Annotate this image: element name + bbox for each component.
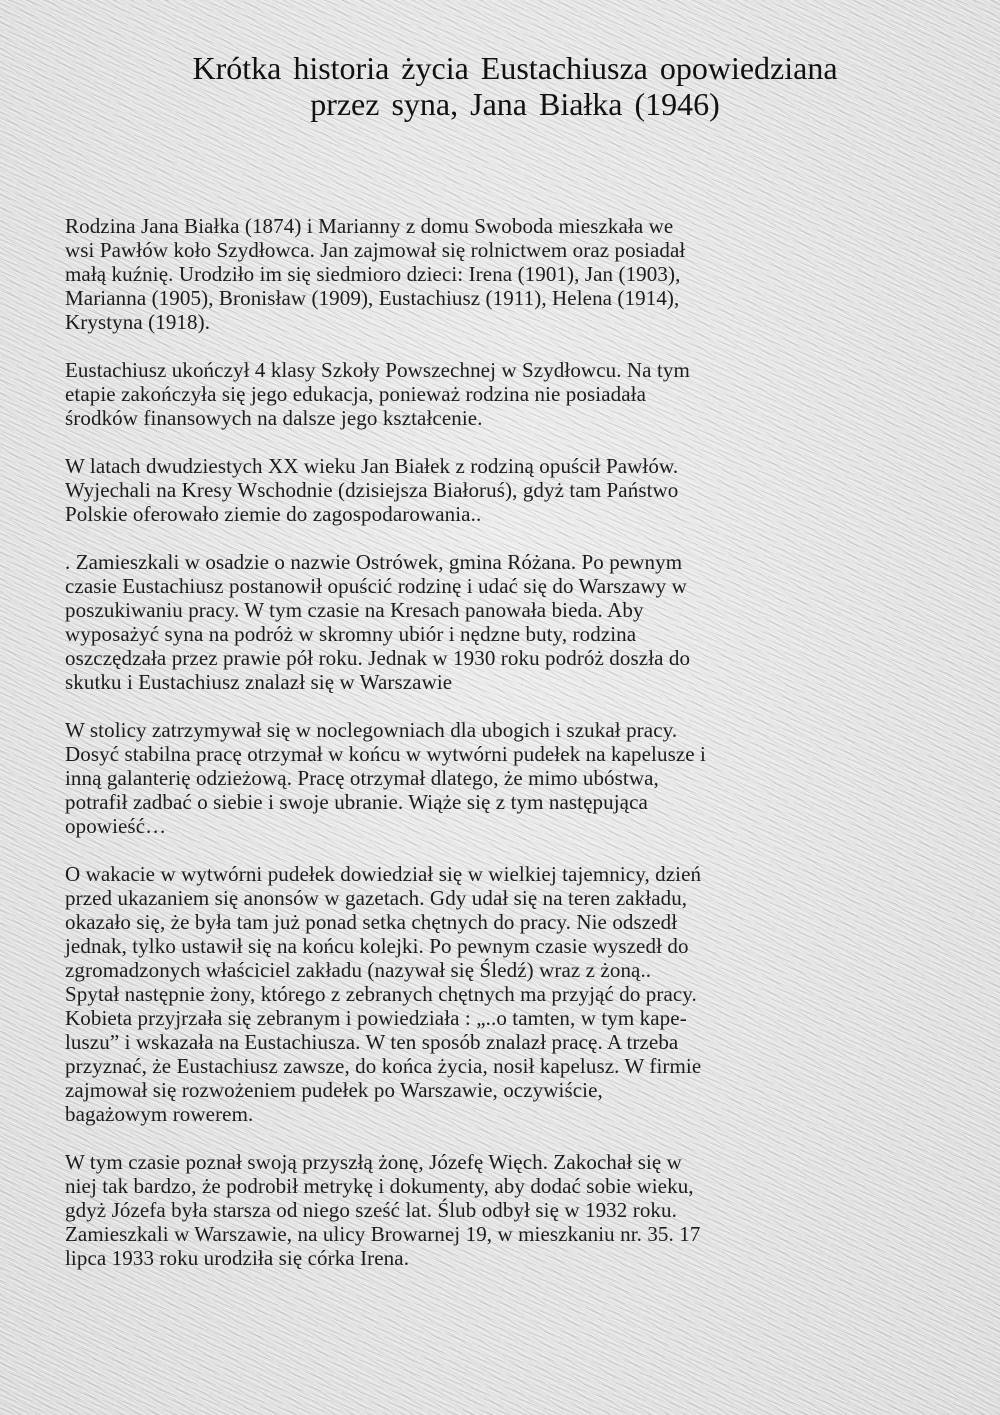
paragraph-line: zajmował się rozwożeniem pudełek po Warszawie, oczywiście, [65, 1078, 603, 1102]
paragraph-line: Dosyć stabilna pracę otrzymał w końcu w wytwórni pudełek na kapelusze i [65, 742, 706, 766]
paragraph-line: skutku i Eustachiusz znalazł się w Warszawie [65, 670, 453, 694]
paragraph-line: poszukiwaniu pracy. W tym czasie na Kresach panowała bieda. Aby [65, 598, 644, 622]
paragraph-line: Marianna (1905), Bronisław (1909), Eustachiusz (1911), Helena (1914), [65, 286, 680, 310]
paragraph-line: Spytał następnie żony, którego z zebranych chętnych ma przyjąć do pracy. [65, 982, 697, 1006]
paragraph-line: czasie Eustachiusz postanowił opuścić rodzinę i udać się do Warszawy w [65, 574, 687, 598]
title-line-2: przez syna, Jana Białka (1946) [310, 86, 720, 122]
paragraph [65, 862, 970, 1126]
paragraph [65, 358, 970, 430]
paragraph [65, 718, 970, 838]
paragraph-line: wyposażyć syna na podróż w skromny ubiór i nędzne buty, rodzina [65, 622, 637, 646]
paragraph-line: małą kuźnię. Urodziło im się siedmioro dzieci: Irena (1901), Jan (1903), [65, 262, 681, 286]
paragraph-line: Krystyna (1918). [65, 310, 211, 334]
paragraph-line: Kobieta przyjrzała się zebranym i powiedziała : „..o tamten, w tym kape- [65, 1006, 687, 1030]
paragraph-line: niej tak bardzo, że podrobił metrykę i dokumenty, aby dodać sobie wieku, [65, 1174, 694, 1198]
paragraph-line: W stolicy zatrzymywał się w noclegowniach dla ubogich i szukał pracy. [65, 718, 678, 742]
title-line-1: Krótka historia życia Eustachiusza opowiedziana [192, 50, 838, 86]
paragraph-line: Polskie oferowało ziemie do zagospodarowania.. [65, 502, 482, 526]
paragraph-line: etapie zakończyła się jego edukacja, ponieważ rodzina nie posiadała [65, 382, 647, 406]
paragraph-line: okazało się, że była tam już ponad setka chętnych do pracy. Nie odszedł [65, 910, 678, 934]
paragraph-line: W latach dwudziestych XX wieku Jan Białek z rodziną opuścił Pawłów. [65, 454, 679, 478]
document-title [40, 50, 990, 122]
paragraph-line: Wyjechali na Kresy Wschodnie (dzisiejsza Białoruś), gdyż tam Państwo [65, 478, 679, 502]
paragraph-line: przyznać, że Eustachiusz zawsze, do końca życia, nosił kapelusz. W firmie [65, 1054, 702, 1078]
paragraph-line: lipca 1933 roku urodziła się córka Irena. [65, 1246, 410, 1270]
document-body [65, 214, 970, 1294]
paragraph-line: środków finansowych na dalsze jego kształcenie. [65, 406, 483, 430]
paragraph-line: wsi Pawłów koło Szydłowca. Jan zajmował się rolnictwem oraz posiadał [65, 238, 686, 262]
paragraph-line: . Zamieszkali w osadzie o nazwie Ostrówek, gmina Różana. Po pewnym [65, 550, 683, 574]
paragraph-line: zgromadzonych właściciel zakładu (nazywał się Śledź) wraz z żoną.. [65, 958, 652, 982]
paragraph-line: Rodzina Jana Białka (1874) i Marianny z domu Swoboda mieszkała we [65, 214, 674, 238]
paragraph [65, 454, 970, 526]
paragraph-line: opowieść… [65, 814, 167, 838]
paragraph-line: luszu” i wskazała na Eustachiusza. W ten sposób znalazł pracę. A trzeba [65, 1030, 679, 1054]
paragraph-line: inną galanterię odzieżową. Pracę otrzymał dlatego, że mimo ubóstwa, [65, 766, 659, 790]
paragraph [65, 550, 970, 694]
paragraph-line: potrafił zadbać o siebie i swoje ubranie. Wiąże się z tym następująca [65, 790, 648, 814]
paragraph-line: przed ukazaniem się anonsów w gazetach. Gdy udał się na teren zakładu, [65, 886, 688, 910]
paragraph-line: bagażowym rowerem. [65, 1102, 254, 1126]
paragraph [65, 1150, 970, 1270]
paragraph-line: O wakacie w wytwórni pudełek dowiedział się w wielkiej tajemnicy, dzień [65, 862, 702, 886]
paragraph-line: jednak, tylko ustawił się na końcu kolejki. Po pewnym czasie wyszedł do [65, 934, 689, 958]
paragraph-line: gdyż Józefa była starsza od niego sześć lat. Ślub odbył się w 1932 roku. [65, 1198, 677, 1222]
paragraph-line: Eustachiusz ukończył 4 klasy Szkoły Powszechnej w Szydłowcu. Na tym [65, 358, 690, 382]
paragraph [65, 214, 970, 334]
paragraph-line: oszczędzała przez prawie pół roku. Jednak w 1930 roku podróż doszła do [65, 646, 691, 670]
paragraph-line: W tym czasie poznał swoją przyszłą żonę, Józefę Więch. Zakochał się w [65, 1150, 682, 1174]
paragraph-line: Zamieszkali w Warszawie, na ulicy Browarnej 19, w mieszkaniu nr. 35. 17 [65, 1222, 701, 1246]
